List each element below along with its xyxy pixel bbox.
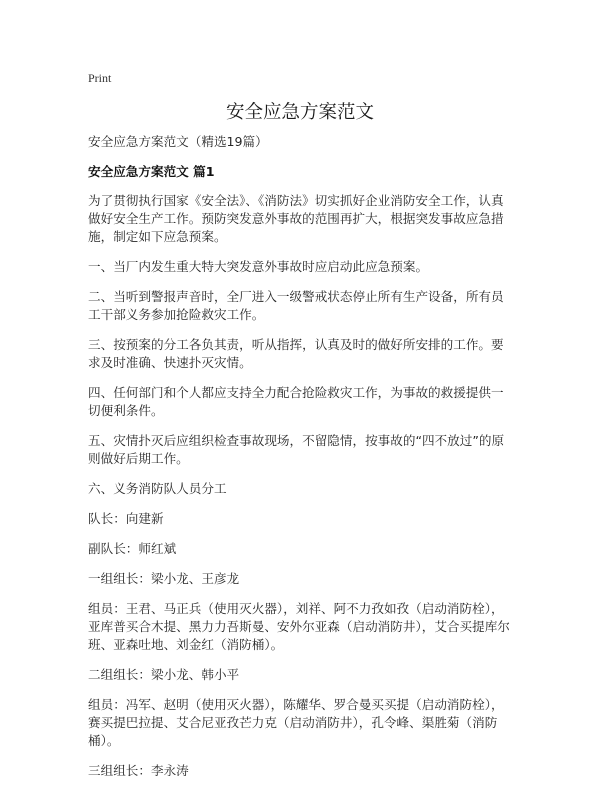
page-title: 安全应急方案范文 [225, 102, 374, 123]
document-body [88, 133, 514, 792]
paragraph-intro: 为了贯彻执行国家《安全法》、《消防法》切实抓好企业消防安全工作，认真做好安全生产工作。预防突发意外事故的范围再扩大，根据突发事故应急措施，制定如下应急预案。 [88, 193, 504, 244]
paragraph-item-1: 一、当厂内发生重大特大突发意外事故时应启动此应急预案。 [88, 259, 429, 274]
print-link[interactable]: Print [88, 71, 112, 85]
paragraph-captain: 队长：向建新 [88, 511, 164, 526]
section-heading: 安全应急方案范文 篇1 [88, 164, 215, 179]
paragraph-group-3-leader: 三组组长：李永涛 [88, 763, 189, 778]
paragraph-vice-captain: 副队长：师红斌 [88, 541, 177, 556]
paragraph-item-5: 五、灾情扑灭后应组织检查事故现场，不留隐情，按事故的“四不放过”的原则做好后期工作。 [88, 433, 505, 466]
paragraph-item-3: 三、按预案的分工各负其责，听从指挥，认真及时的做好所安排的工作。要求及时准确、快速扑灭灾情。 [88, 337, 504, 370]
paragraph-group-1-leader: 一组组长：梁小龙、王彦龙 [88, 571, 240, 586]
paragraph-item-4: 四、任何部门和个人都应支持全力配合抢险救灾工作，为事故的救援提供一切便利条件。 [88, 385, 504, 418]
paragraph-item-6: 六、义务消防队人员分工 [88, 481, 227, 496]
document-subtitle: 安全应急方案范文（精选19篇） [88, 134, 268, 149]
paragraph-group-1-members: 组员：王君、马正兵（使用灭火器），刘祥、阿不力孜如孜（启动消防栓），亚库普买合木提、黑力力吾斯曼、安外尔亚森（启动消防井），艾合买提库尔班、亚森吐地、刘金红（消防桶）。 [88, 601, 510, 652]
paragraph-group-2-leader: 二组组长：梁小龙、韩小平 [88, 667, 240, 682]
paragraph-item-2: 二、当听到警报声音时，全厂进入一级警戒状态停止所有生产设备，所有员工干部义务参加抢险救灾工作。 [88, 289, 504, 322]
paragraph-group-2-members: 组员：冯军、赵明（使用灭火器），陈耀华、罗合曼买买提（启动消防栓），赛买提巴拉提、艾合尼亚孜芒力克（启动消防井），孔令峰、渠胜菊（消防桶）。 [88, 697, 504, 748]
